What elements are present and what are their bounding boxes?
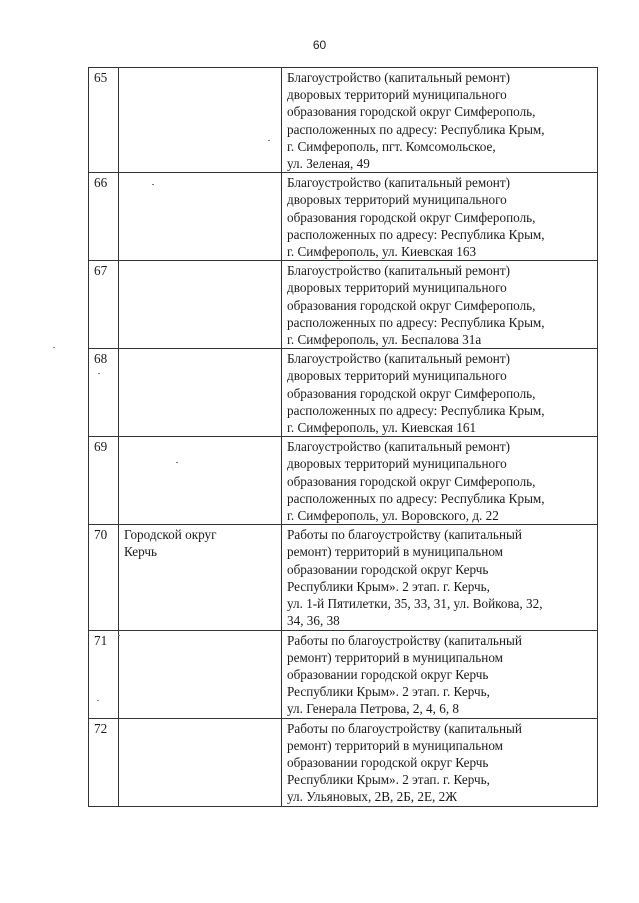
table-row bbox=[89, 437, 598, 525]
row-number-cell: 65 bbox=[89, 68, 119, 173]
description-cell: Благоустройство (капитальный ремонт) дворовых территорий муниципального образования городской округ Симферополь, расположенных по адресу: Республика Крым, г. Симферополь, ул. Воровского, д. 22 bbox=[282, 437, 598, 525]
description-cell: Работы по благоустройству (капитальный ремонт) территорий в муниципальном образовании городской округ Керчь Республики Крым». 2 этап. г. Керчь, ул. Ульяновых, 2В, 2Б, 2Е, 2Ж bbox=[282, 718, 598, 806]
scan-speck bbox=[97, 700, 99, 701]
municipality-cell bbox=[119, 718, 282, 806]
description-cell: Благоустройство (капитальный ремонт) дворовых территорий муниципального образования городской округ Симферополь, расположенных по адресу: Республика Крым, г. Симферополь, пгт. Комсомольское, ул. Зеленая, 49 bbox=[282, 68, 598, 173]
row-number-cell: 67 bbox=[89, 261, 119, 349]
table-row bbox=[89, 630, 598, 718]
table-row bbox=[89, 68, 598, 173]
scan-speck bbox=[53, 347, 55, 348]
row-number-cell: 68 bbox=[89, 349, 119, 437]
page-number: 60 bbox=[312, 38, 327, 52]
row-number-cell: 71 bbox=[89, 630, 119, 718]
municipality-cell: Городской округ Керчь bbox=[119, 525, 282, 630]
table-row bbox=[89, 525, 598, 630]
municipality-cell bbox=[119, 68, 282, 173]
row-number-cell: 66 bbox=[89, 173, 119, 261]
table-row bbox=[89, 718, 598, 806]
description-cell: Работы по благоустройству (капитальный ремонт) территорий в муниципальном образовании городской округ Керчь Республики Крым». 2 этап. г. Керчь, ул. 1-й Пятилетки, 35, 33, 31, ул. Войкова, 32, 34, 36, 38 bbox=[282, 525, 598, 630]
scan-speck bbox=[118, 635, 120, 636]
municipality-cell bbox=[119, 630, 282, 718]
row-number-cell: 70 bbox=[89, 525, 119, 630]
description-cell: Благоустройство (капитальный ремонт) дворовых территорий муниципального образования городской округ Симферополь, расположенных по адресу: Республика Крым, г. Симферополь, ул. Киевская 161 bbox=[282, 349, 598, 437]
scan-speck bbox=[268, 140, 270, 141]
program-table bbox=[88, 67, 598, 807]
description-cell: Благоустройство (капитальный ремонт) дворовых территорий муниципального образования городской округ Симферополь, расположенных по адресу: Республика Крым, г. Симферополь, ул. Киевская 163 bbox=[282, 173, 598, 261]
municipality-cell bbox=[119, 173, 282, 261]
table-row bbox=[89, 349, 598, 437]
table-row bbox=[89, 173, 598, 261]
description-cell: Работы по благоустройству (капитальный ремонт) территорий в муниципальном образовании городской округ Керчь Республики Крым». 2 этап. г. Керчь, ул. Генерала Петрова, 2, 4, 6, 8 bbox=[282, 630, 598, 718]
municipality-cell bbox=[119, 261, 282, 349]
municipality-cell bbox=[119, 349, 282, 437]
row-number-cell: 69 bbox=[89, 437, 119, 525]
description-cell: Благоустройство (капитальный ремонт) дворовых территорий муниципального образования городской округ Симферополь, расположенных по адресу: Республика Крым, г. Симферополь, ул. Беспалова 31а bbox=[282, 261, 598, 349]
scan-speck bbox=[152, 184, 154, 185]
scan-speck bbox=[98, 373, 100, 374]
table-row bbox=[89, 261, 598, 349]
row-number-cell: 72 bbox=[89, 718, 119, 806]
scan-speck bbox=[176, 462, 178, 463]
municipality-cell bbox=[119, 437, 282, 525]
